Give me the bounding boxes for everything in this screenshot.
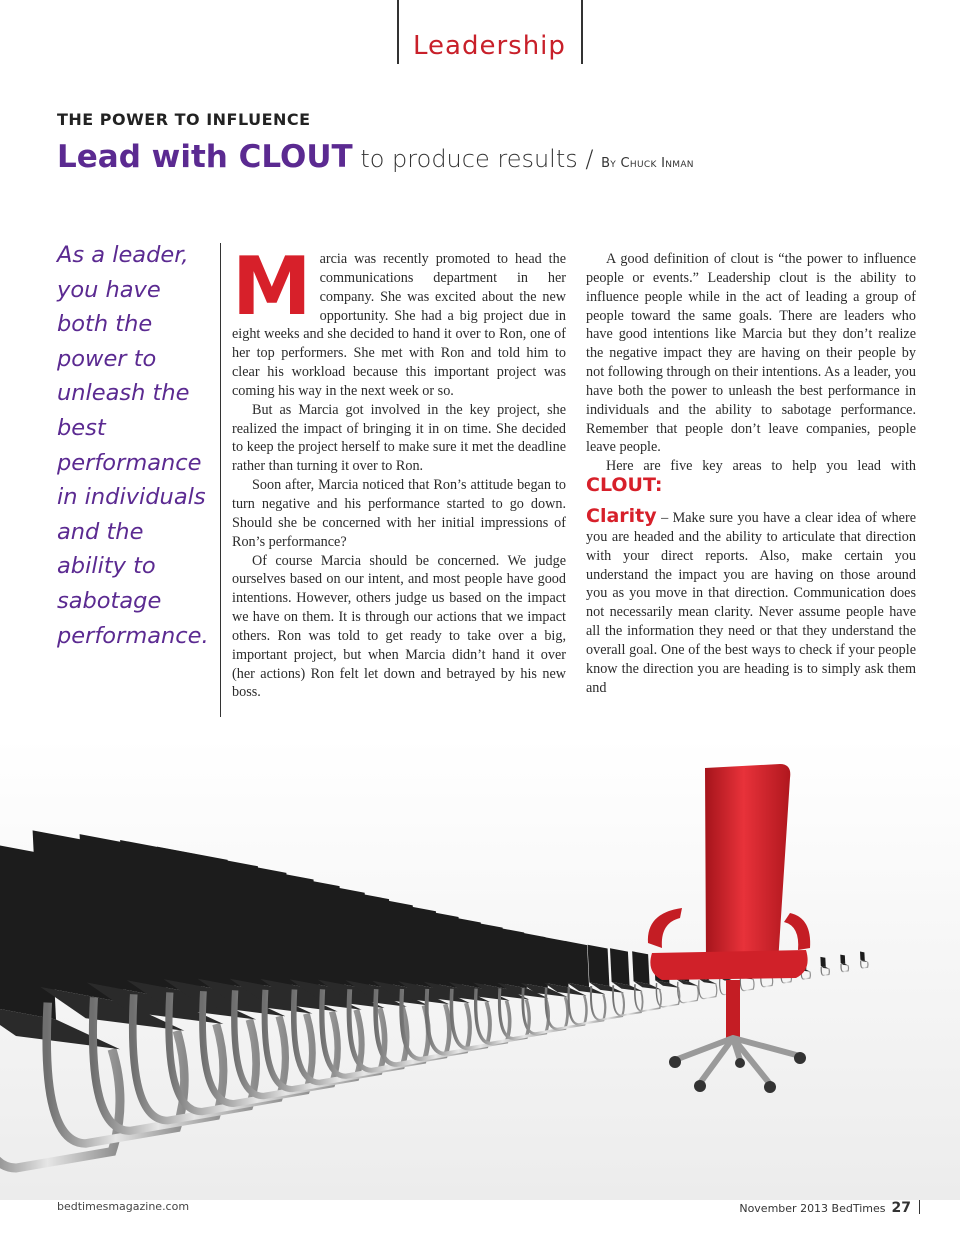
byline: By Chuck Inman	[601, 156, 694, 171]
article-column-1	[232, 240, 566, 702]
article-column-2	[586, 250, 916, 697]
article-kicker: THE POWER TO INFLUENCE	[57, 110, 311, 129]
article-headline	[57, 139, 694, 175]
article-paragraph: Soon after, Marcia noticed that Ron’s attitude began to turn negative and his performance started to go down. Should she be concerned with her initial impressions of Ron’s performance?	[232, 477, 566, 550]
footer-bar	[919, 1200, 920, 1214]
article-paragraph: A good definition of clout is “the power to influence people or events.” Leadership clout is the ability to influence people while in the act of leading a group of people toward the same goals. There are leaders who have good intentions like Marcia but they don’t realize the negative impact they are having on their people by not following through on their intentions. As a leader, you have both the power to unleash the best performance in individuals and the ability to sabotage performance. Remember that people don’t leave companies, people leave people.	[586, 251, 916, 456]
article-paragraph	[586, 457, 916, 497]
article-paragraph	[232, 240, 566, 401]
drop-cap: M	[232, 240, 312, 333]
chairs-photo	[0, 738, 960, 1200]
paragraph-text: – Make sure you have a clear idea of where you are headed and the ability to articulate that direction with your direct reports. Also, make certain you understand the impact you are having on those around you as you move in that direction. Communication does not necessarily mean clarity. Never assume people have all the information they need or that they understand the overall goal. One of the best ways to check if your people know the direction you are heading is to simply ask them and	[586, 509, 916, 696]
article-paragraph	[586, 504, 916, 697]
footer-url: bedtimesmagazine.com	[57, 1200, 190, 1213]
section-label: Leadership	[413, 31, 566, 61]
article-paragraph: But as Marcia got involved in the key project, she realized the impact of bringing it in on time. She decided to keep the project herself to make sure it met the deadline rather than turning it over to Ron.	[232, 401, 566, 475]
clout-term: CLOUT:	[586, 474, 663, 497]
section-tab	[397, 0, 583, 64]
article-paragraph: Of course Marcia should be concerned. We judge ourselves based on our intent, and most people have good intentions. However, others judge us based on the impact we have on them. It is through our actions that we impact others. Ron was told to get ready to take over a big, important project, but when Marcia didn’t hand it over (her actions) Ron felt let down and betrayed by his new boss.	[232, 552, 566, 701]
paragraph-text: arcia was recently promoted to head the communications department in her company. She was excited about the new opportunity. She had a big project due in eight weeks and she decided to hand it over to Ron, one of her top performers. She met with Ron and told him to clear his workload because this important project was coming his way in the next week or so.	[232, 251, 566, 399]
column-divider	[220, 243, 221, 717]
headline-sub: to produce results /	[352, 145, 602, 173]
paragraph-text: Here are five key areas to help you lead with	[606, 458, 916, 475]
clarity-term: Clarity	[586, 504, 657, 527]
headline-main: Lead with CLOUT	[57, 139, 353, 175]
footer-issue	[739, 1200, 920, 1216]
footer-issue-text: November 2013 BedTimes	[739, 1202, 886, 1215]
pull-quote: As a leader, you have both the power to unleash the best performance in individuals and the ability to sabotage performance.	[57, 242, 209, 649]
page-number: 27	[891, 1200, 911, 1216]
chairs-illustration	[0, 738, 960, 1200]
